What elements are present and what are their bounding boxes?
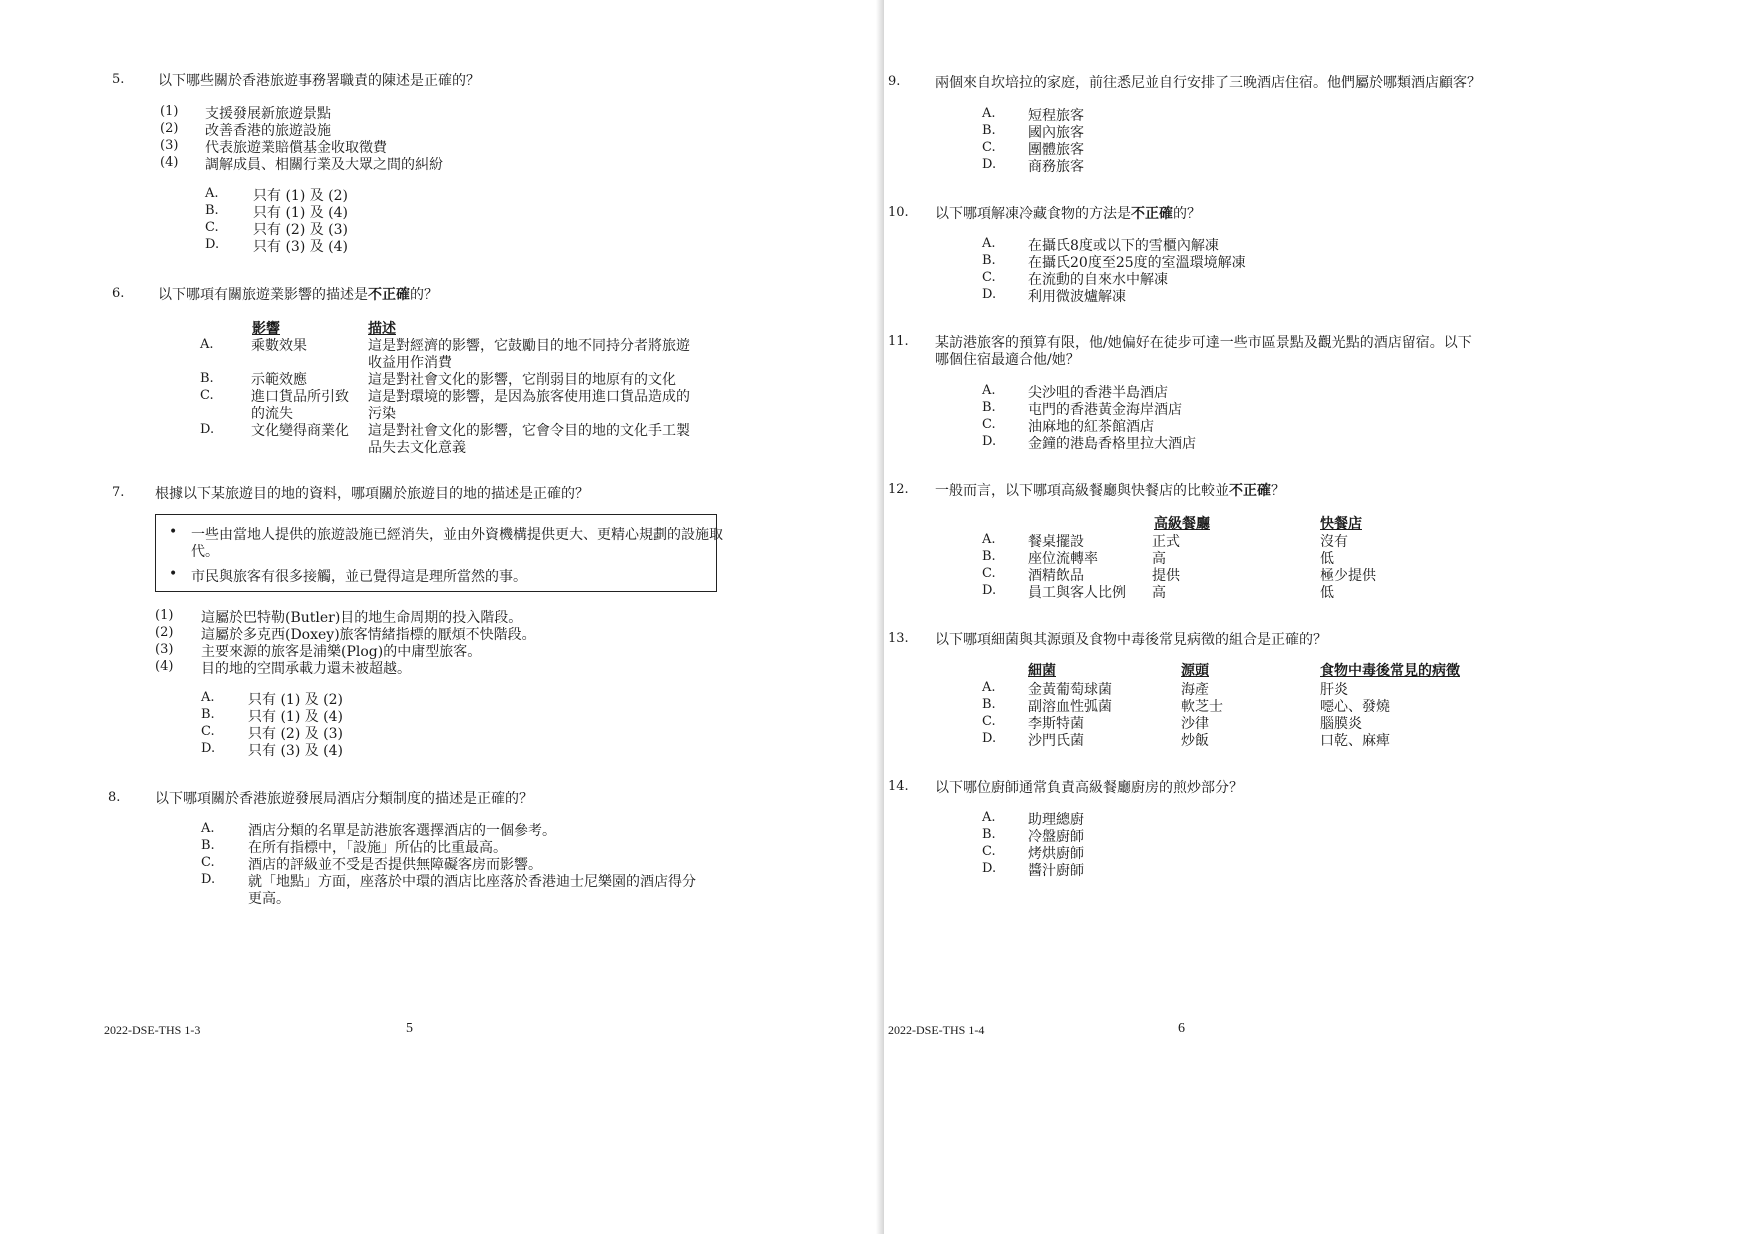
q10-option-text: 在流動的自來水中解凍: [1028, 272, 1168, 288]
q8-option-label: A.: [201, 821, 215, 836]
q9-option-text: 國內旅客: [1028, 125, 1084, 141]
q14-option-label: B.: [982, 827, 996, 842]
q13-row-symptom: 口乾、麻痺: [1320, 733, 1390, 749]
q14-option-text: 烤烘廚師: [1028, 846, 1084, 862]
q7-box-line: 市民與旅客有很多接觸，並已覺得這是理所當然的事。: [191, 569, 527, 585]
q6-row-impact: 進口貨品所引致: [251, 389, 349, 405]
q5-option-text: 只有 (3) 及 (4): [253, 239, 349, 255]
q13-row-label: C.: [982, 714, 996, 729]
q9-option-label: A.: [982, 106, 996, 121]
q6-row-label: B.: [200, 371, 214, 386]
q12-row-fine: 正式: [1152, 534, 1180, 550]
q11-option-text: 屯門的香港黃金海岸酒店: [1028, 402, 1182, 418]
q7-box-line-cont: 代。: [191, 544, 219, 560]
q5-option-text: 只有 (1) 及 (4): [253, 205, 349, 221]
q13-row-symptom: 噁心、發燒: [1320, 699, 1390, 715]
q9-option-text: 商務旅客: [1028, 159, 1084, 175]
q7-item-text: 這屬於巴特勒(Butler)目的地生命周期的投入階段。: [201, 610, 523, 626]
q7-option-label: A.: [201, 690, 215, 705]
q7-option-label: D.: [201, 741, 216, 756]
q5-option-text: 只有 (2) 及 (3): [253, 222, 349, 238]
q8-option-text-cont: 更高。: [248, 891, 290, 907]
q5-item-label: (2): [160, 121, 179, 136]
q6-row-desc-cont: 品失去文化意義: [368, 440, 466, 456]
q7-item-label: (2): [155, 625, 174, 640]
q14-option-label: C.: [982, 844, 996, 859]
q7-item-text: 主要來源的旅客是浦樂(Plog)的中庸型旅客。: [201, 644, 482, 660]
q9-option-text: 團體旅客: [1028, 142, 1084, 158]
q6-row-label: C.: [200, 388, 214, 403]
q8-option-text: 酒店的評級並不受是否提供無障礙客房而影響。: [248, 857, 542, 873]
q6-number: 6.: [112, 286, 125, 301]
q8-option-text: 在所有指標中，「設施」所佔的比重最高。: [248, 840, 507, 856]
q14-number: 14.: [888, 779, 909, 794]
q13-row-bacteria: 沙門氏菌: [1028, 733, 1084, 749]
q14-option-label: A.: [982, 810, 996, 825]
q12-row-label: C.: [982, 566, 996, 581]
q5-item-label: (3): [160, 138, 179, 153]
q12-row-fine: 高: [1152, 585, 1166, 601]
q14-option-label: D.: [982, 861, 997, 876]
q8-option-text: 酒店分類的名單是訪港旅客選擇酒店的一個參考。: [248, 823, 556, 839]
q5-option-label: A.: [205, 186, 219, 201]
q6-row-label: D.: [200, 422, 215, 437]
q8-option-label: B.: [201, 838, 215, 853]
page-number: 6: [1178, 1021, 1185, 1036]
q6-row-impact: 乘數效果: [251, 338, 307, 354]
q5-option-label: D.: [205, 237, 220, 252]
q6-row-impact: 文化變得商業化: [251, 423, 349, 439]
q11-stem: 某訪港旅客的預算有限，他/她偏好在徒步可達一些市區景點及觀光點的酒店留宿。以下: [935, 335, 1472, 351]
q7-item-text: 這屬於多克西(Doxey)旅客情緒指標的厭煩不快階段。: [201, 627, 536, 643]
q9-number: 9.: [888, 74, 901, 89]
q12-row-fine: 高: [1152, 551, 1166, 567]
footer-code: 2022-DSE-THS 1-4: [888, 1023, 985, 1037]
q11-option-text: 金鐘的港島香格里拉大酒店: [1028, 436, 1196, 452]
q12-row-fine: 提供: [1152, 568, 1180, 584]
q13-row-source: 炒飯: [1181, 733, 1209, 749]
q5-item-text: 調解成員、相關行業及大眾之間的糾紛: [205, 157, 443, 173]
q6-row-impact-cont: 的流失: [251, 406, 293, 422]
q6-row-desc-cont: 收益用作消費: [368, 355, 452, 371]
q13-number: 13.: [888, 631, 909, 646]
q13-row-source: 軟芝士: [1181, 699, 1223, 715]
q10-stem: 以下哪項解凍冷藏食物的方法是不正確的？: [935, 206, 1201, 222]
q6-row-label: A.: [200, 337, 214, 352]
q13-row-label: A.: [982, 680, 996, 695]
q14-option-text: 醬汁廚師: [1028, 863, 1084, 879]
q12-row-label: A.: [982, 532, 996, 547]
q6-header-impact: 影響: [252, 321, 280, 337]
footer-code: 2022-DSE-THS 1-3: [104, 1023, 201, 1037]
q5-item-label: (1): [160, 104, 179, 119]
q13-header-bacteria: 細菌: [1028, 663, 1056, 679]
q5-option-label: B.: [205, 203, 219, 218]
q8-option-label: C.: [201, 855, 215, 870]
q5-option-label: C.: [205, 220, 219, 235]
q9-stem: 兩個來自坎培拉的家庭，前往悉尼並自行安排了三晚酒店住宿。他們屬於哪類酒店顧客？: [935, 75, 1481, 91]
q5-item-text: 支援發展新旅遊景點: [205, 106, 331, 122]
q5-number: 5.: [112, 72, 125, 87]
q8-stem: 以下哪項關於香港旅遊發展局酒店分類制度的描述是正確的？: [155, 791, 533, 807]
q7-option-text: 只有 (2) 及 (3): [248, 726, 344, 742]
q7-option-label: C.: [201, 724, 215, 739]
q12-row-fast: 極少提供: [1320, 568, 1376, 584]
q9-option-label: B.: [982, 123, 996, 138]
q12-header-fine-dining: 高級餐廳: [1154, 516, 1210, 532]
q7-stem: 根據以下某旅遊目的地的資料，哪項關於旅遊目的地的描述是正確的？: [155, 486, 589, 502]
q10-option-text: 在攝氏8度或以下的雪櫃內解凍: [1028, 238, 1219, 254]
q13-row-bacteria: 副溶血性弧菌: [1028, 699, 1112, 715]
q7-item-label: (3): [155, 642, 174, 657]
q10-option-label: C.: [982, 270, 996, 285]
q5-item-text: 代表旅遊業賠償基金收取徵費: [205, 140, 387, 156]
q7-item-text: 目的地的空間承載力還未被超越。: [201, 661, 411, 677]
q12-row-fast: 低: [1320, 585, 1334, 601]
q12-row-label: B.: [982, 549, 996, 564]
q6-row-desc: 這是對環境的影響，是因為旅客使用進口貨品造成的: [368, 389, 690, 405]
q10-option-label: B.: [982, 253, 996, 268]
q10-option-text: 在攝氏20度至25度的室溫環境解凍: [1028, 255, 1246, 271]
q5-stem: 以下哪些關於香港旅遊事務署職責的陳述是正確的？: [158, 73, 480, 89]
q7-option-label: B.: [201, 707, 215, 722]
q12-row-item: 酒精飲品: [1028, 568, 1084, 584]
q11-option-label: B.: [982, 400, 996, 415]
q6-stem: 以下哪項有關旅遊業影響的描述是不正確的？: [158, 287, 438, 303]
q11-number: 11.: [888, 334, 909, 349]
q11-option-text: 尖沙咀的香港半島酒店: [1028, 385, 1168, 401]
q12-stem: 一般而言，以下哪項高級餐廳與快餐店的比較並不正確？: [935, 483, 1285, 499]
q6-row-desc: 這是對社會文化的影響，它削弱目的地原有的文化: [368, 372, 676, 388]
q11-option-text: 油麻地的紅茶館酒店: [1028, 419, 1154, 435]
q13-row-symptom: 肝炎: [1320, 682, 1348, 698]
q10-option-text: 利用微波爐解凍: [1028, 289, 1126, 305]
q6-row-desc-cont: 污染: [368, 406, 396, 422]
q13-row-bacteria: 金黃葡萄球菌: [1028, 682, 1112, 698]
q11-stem-cont: 哪個住宿最適合他/她？: [935, 352, 1080, 368]
q14-option-text: 助理總廚: [1028, 812, 1084, 828]
q14-option-text: 冷盤廚師: [1028, 829, 1084, 845]
q5-option-text: 只有 (1) 及 (2): [253, 188, 349, 204]
q6-row-desc: 這是對社會文化的影響，它會令目的地的文化手工製: [368, 423, 690, 439]
page-number: 5: [406, 1021, 413, 1036]
q12-row-fast: 沒有: [1320, 534, 1348, 550]
q8-option-text: 就「地點」方面，座落於中環的酒店比座落於香港迪士尼樂園的酒店得分: [248, 874, 696, 890]
q8-number: 8.: [108, 790, 121, 805]
q5-item-text: 改善香港的旅遊設施: [205, 123, 331, 139]
q6-row-desc: 這是對經濟的影響，它鼓勵目的地不同持分者將旅遊: [368, 338, 690, 354]
q7-item-label: (1): [155, 608, 174, 623]
q12-number: 12.: [888, 482, 909, 497]
q6-row-impact: 示範效應: [251, 372, 307, 388]
q7-option-text: 只有 (3) 及 (4): [248, 743, 344, 759]
q11-option-label: D.: [982, 434, 997, 449]
q9-option-label: C.: [982, 140, 996, 155]
q10-option-label: D.: [982, 287, 997, 302]
q13-row-label: D.: [982, 731, 997, 746]
q7-number: 7.: [112, 485, 125, 500]
q10-number: 10.: [888, 205, 909, 220]
q12-row-item: 餐桌擺設: [1028, 534, 1084, 550]
q7-item-label: (4): [155, 659, 174, 674]
q13-row-label: B.: [982, 697, 996, 712]
q7-box-line: 一些由當地人提供的旅遊設施已經消失，並由外資機構提供更大、更精心規劃的設施取: [191, 527, 723, 543]
q7-option-text: 只有 (1) 及 (2): [248, 692, 344, 708]
q13-row-symptom: 腦膜炎: [1320, 716, 1362, 732]
q11-option-label: C.: [982, 417, 996, 432]
q8-option-label: D.: [201, 872, 216, 887]
q9-option-text: 短程旅客: [1028, 108, 1084, 124]
q12-row-item: 座位流轉率: [1028, 551, 1098, 567]
q13-header-source: 源頭: [1181, 663, 1209, 679]
q12-header-fast-food: 快餐店: [1320, 516, 1362, 532]
q14-stem: 以下哪位廚師通常負責高級餐廳廚房的煎炒部分？: [935, 780, 1243, 796]
q13-header-symptoms: 食物中毒後常見的病徵: [1320, 663, 1460, 679]
q13-row-bacteria: 李斯特菌: [1028, 716, 1084, 732]
q13-row-source: 沙律: [1181, 716, 1209, 732]
q12-row-item: 員工與客人比例: [1028, 585, 1126, 601]
q6-header-description: 描述: [368, 321, 396, 337]
q13-stem: 以下哪項細菌與其源頭及食物中毒後常見病徵的組合是正確的？: [935, 632, 1327, 648]
q5-item-label: (4): [160, 155, 179, 170]
right-page: [884, 0, 1752, 1234]
q13-row-source: 海產: [1181, 682, 1209, 698]
bullet-icon: •: [169, 524, 178, 540]
q11-option-label: A.: [982, 383, 996, 398]
q12-row-label: D.: [982, 583, 997, 598]
q12-row-fast: 低: [1320, 551, 1334, 567]
q10-option-label: A.: [982, 236, 996, 251]
q7-option-text: 只有 (1) 及 (4): [248, 709, 344, 725]
q9-option-label: D.: [982, 157, 997, 172]
bullet-icon: •: [169, 566, 178, 582]
